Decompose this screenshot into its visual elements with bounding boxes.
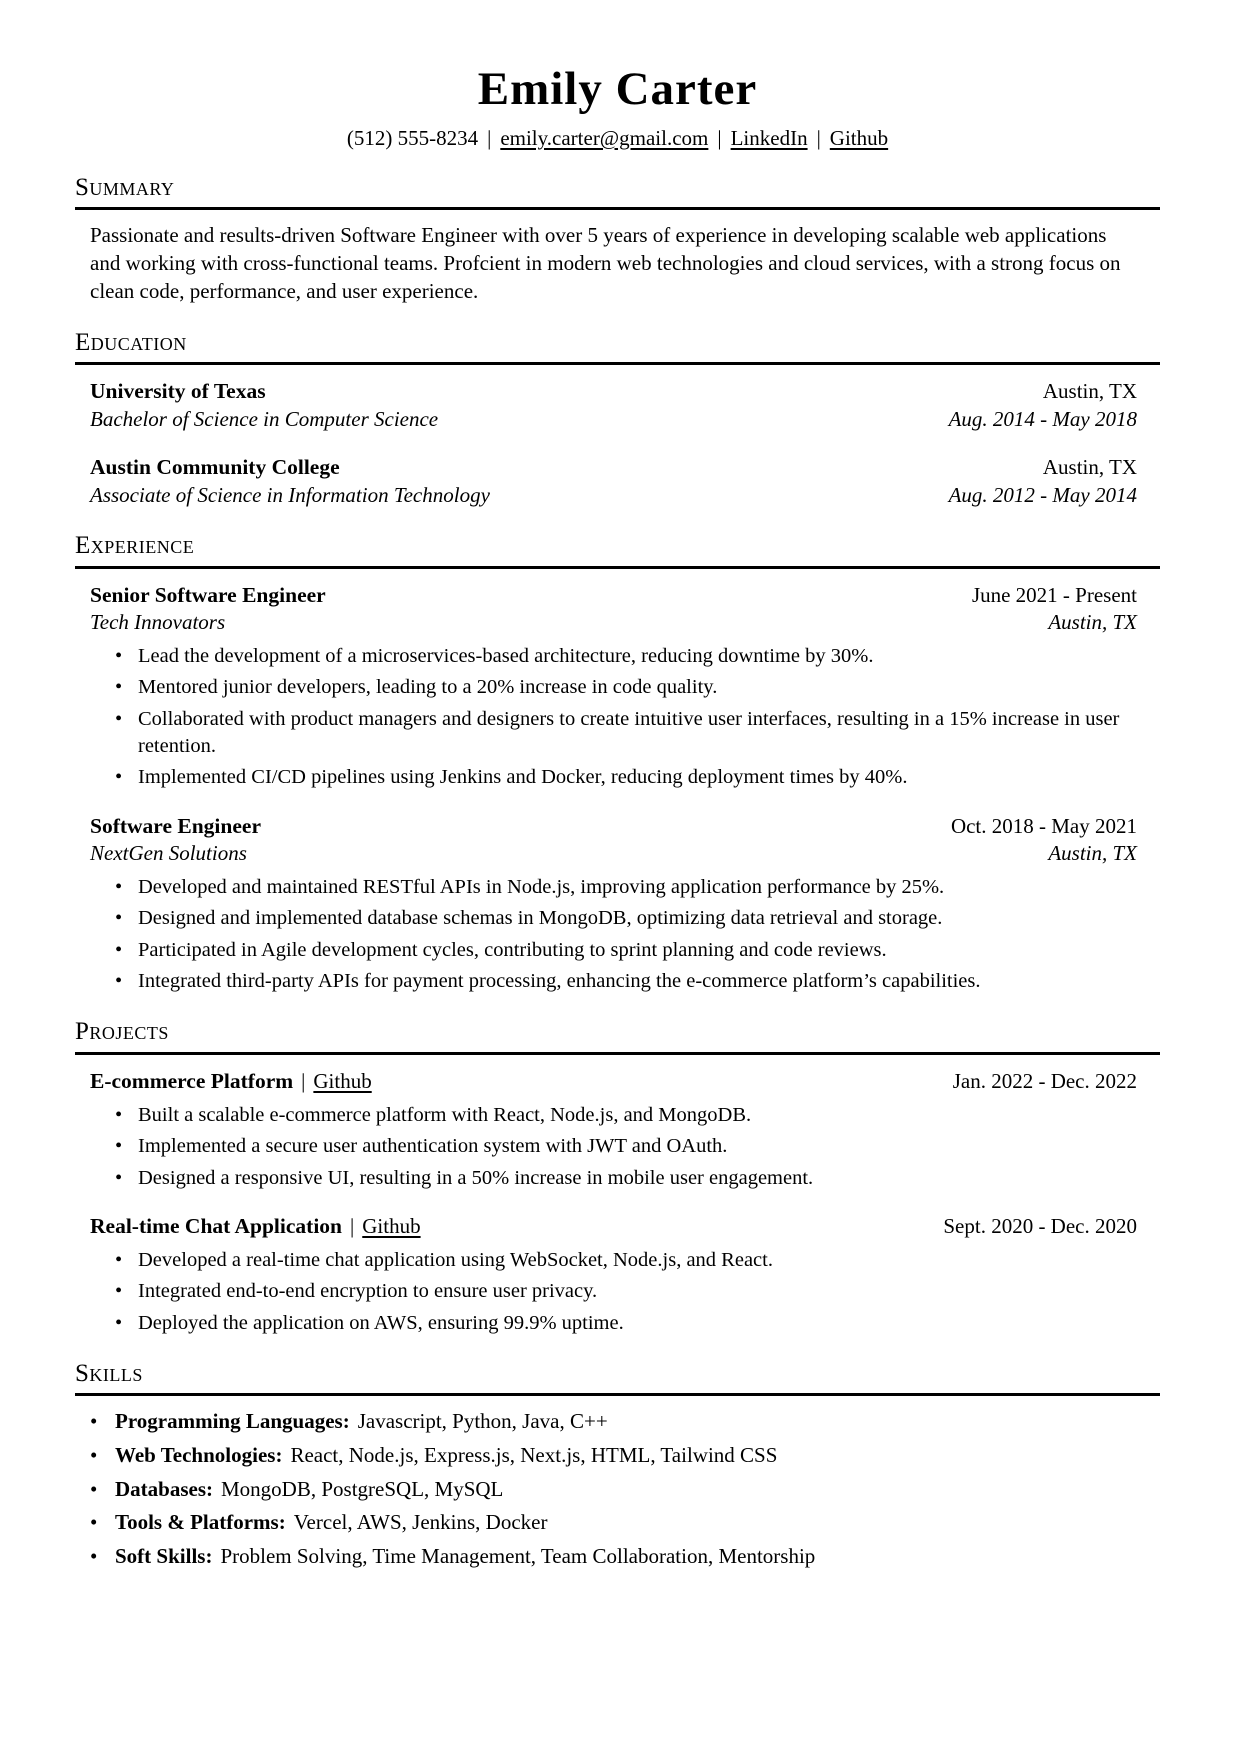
skill-item (115, 1476, 1160, 1503)
job-bullet: • Lead the development of a microservices-based architecture, reducing downtime by 30%. (138, 643, 1137, 670)
experience-section-title: Experience (75, 533, 1160, 568)
skills-section-title: Skills (75, 1361, 1160, 1396)
project-dates: Jan. 2022 - Dec. 2022 (952, 1068, 1137, 1093)
education-entry-subheader (90, 406, 1137, 433)
project-entry-header (90, 1213, 1137, 1241)
project-entry-header (90, 1068, 1137, 1096)
job-bullet: • Developed and maintained RESTful APIs in Node.js, improving application performance by 25%. (138, 874, 1137, 901)
project-bullet: • Built a scalable e-commerce platform with React, Node.js, and MongoDB. (138, 1102, 1137, 1129)
github-link[interactable]: Github (829, 125, 889, 150)
project-bullet: • Integrated end-to-end encryption to ensure user privacy. (138, 1278, 1137, 1305)
project-bullet: • Developed a real-time chat application using WebSocket, Node.js, and React. (138, 1247, 1137, 1274)
project-bullet-list (90, 1102, 1137, 1192)
job-bullet-list (90, 874, 1137, 996)
education-entry (90, 454, 1137, 509)
education-dates: Aug. 2012 - May 2014 (948, 482, 1137, 507)
summary-text: Passionate and results-driven Software Engineer with over 5 years of experience in developing scalable web applications and working with cross-functional teams. Profcient in modern web technologies and cloud services, with a strong focus on clean code, performance, and user experience. (90, 223, 1121, 304)
job-bullet-list (90, 643, 1137, 792)
section-projects (75, 1019, 1160, 1336)
company-name: NextGen Solutions (90, 841, 247, 866)
section-skills (75, 1361, 1160, 1571)
education-entry-header (90, 454, 1137, 482)
skill-label: Databases: (115, 1476, 213, 1501)
experience-entry-subheader (90, 840, 1137, 867)
school-name: Austin Community College (90, 455, 340, 480)
degree-name: Bachelor of Science in Computer Science (90, 406, 439, 431)
school-location: Austin, TX (1042, 378, 1137, 403)
skills-list (75, 1408, 1160, 1570)
job-location: Austin, TX (1048, 610, 1137, 635)
experience-entry-header (90, 582, 1137, 610)
project-bullet: • Designed a responsive UI, resulting in a 50% increase in mobile user engagement. (138, 1165, 1137, 1192)
education-entry (90, 378, 1137, 433)
project-bullet: • Implemented a secure user authentication system with JWT and OAuth. (138, 1133, 1137, 1160)
contact-separator: | (717, 125, 722, 150)
job-bullet: • Participated in Agile development cycles, contributing to sprint planning and code reviews. (138, 937, 1137, 964)
skill-item (115, 1543, 1160, 1570)
education-section-title: Education (75, 330, 1160, 365)
experience-entry (90, 813, 1137, 996)
job-dates: June 2021 - Present (971, 582, 1137, 607)
project-link-separator: | (301, 1068, 306, 1093)
job-bullet: • Integrated third-party APIs for payment processing, enhancing the e-commerce platform’s capabilities. (138, 968, 1137, 995)
skill-item (115, 1408, 1160, 1435)
summary-section-title: Summary (75, 175, 1160, 210)
skill-value: Problem Solving, Time Management, Team Collaboration, Mentorship (220, 1544, 816, 1569)
project-name: E-commerce Platform (90, 1068, 294, 1093)
skill-item (115, 1442, 1160, 1469)
skill-item (115, 1509, 1160, 1536)
experience-entry (90, 582, 1137, 792)
education-entry-subheader (90, 482, 1137, 509)
company-name: Tech Innovators (90, 610, 226, 635)
resume-header (75, 64, 1160, 151)
project-name: Real-time Chat Application (90, 1213, 343, 1238)
phone-number: (512) 555-8234 (346, 125, 479, 150)
section-summary (75, 175, 1160, 306)
degree-name: Associate of Science in Information Technology (90, 482, 490, 507)
email-link[interactable]: emily.carter@gmail.com (500, 125, 709, 150)
job-bullet: • Mentored junior developers, leading to a 20% increase in code quality. (138, 674, 1137, 701)
school-location: Austin, TX (1042, 455, 1137, 480)
skill-label: Programming Languages: (115, 1409, 350, 1434)
contact-separator: | (487, 125, 492, 150)
education-dates: Aug. 2014 - May 2018 (948, 406, 1137, 431)
job-location: Austin, TX (1048, 841, 1137, 866)
skill-value: Javascript, Python, Java, C++ (357, 1409, 608, 1434)
project-title-group (90, 1213, 421, 1241)
skill-value: MongoDB, PostgreSQL, MySQL (221, 1476, 504, 1501)
skill-label: Soft Skills: (115, 1544, 213, 1569)
experience-entry-header (90, 813, 1137, 841)
education-entry-header (90, 378, 1137, 406)
projects-section-title: Projects (75, 1019, 1160, 1054)
skill-value: Vercel, AWS, Jenkins, Docker (293, 1510, 548, 1535)
contact-separator: | (816, 125, 821, 150)
job-title: Software Engineer (90, 813, 261, 838)
contact-line (75, 125, 1160, 151)
project-dates: Sept. 2020 - Dec. 2020 (943, 1213, 1137, 1238)
job-bullet: • Designed and implemented database schemas in MongoDB, optimizing data retrieval and storage. (138, 905, 1137, 932)
project-entry (90, 1213, 1137, 1337)
section-experience (75, 533, 1160, 995)
skill-label: Web Technologies: (115, 1442, 283, 1467)
linkedin-link[interactable]: LinkedIn (730, 125, 808, 150)
skill-label: Tools & Platforms: (115, 1510, 286, 1535)
skill-value: React, Node.js, Express.js, Next.js, HTML, Tailwind CSS (290, 1442, 778, 1467)
project-title-group (90, 1068, 372, 1096)
project-entry (90, 1068, 1137, 1192)
school-name: University of Texas (90, 378, 266, 403)
job-bullet: • Implemented CI/CD pipelines using Jenkins and Docker, reducing deployment times by 40%. (138, 764, 1137, 791)
job-title: Senior Software Engineer (90, 582, 326, 607)
project-github-link[interactable]: Github (313, 1068, 372, 1093)
project-link-separator: | (350, 1213, 355, 1238)
job-bullet: • Collaborated with product managers and designers to create intuitive user interfaces, resulting in a 15% increase in user retention. (138, 706, 1137, 760)
project-github-link[interactable]: Github (362, 1213, 421, 1238)
candidate-name: Emily Carter (477, 63, 758, 115)
project-bullet: • Deployed the application on AWS, ensuring 99.9% uptime. (138, 1310, 1137, 1337)
project-bullet-list (90, 1247, 1137, 1337)
section-education (75, 330, 1160, 510)
experience-entry-subheader (90, 609, 1137, 636)
job-dates: Oct. 2018 - May 2021 (950, 813, 1137, 838)
